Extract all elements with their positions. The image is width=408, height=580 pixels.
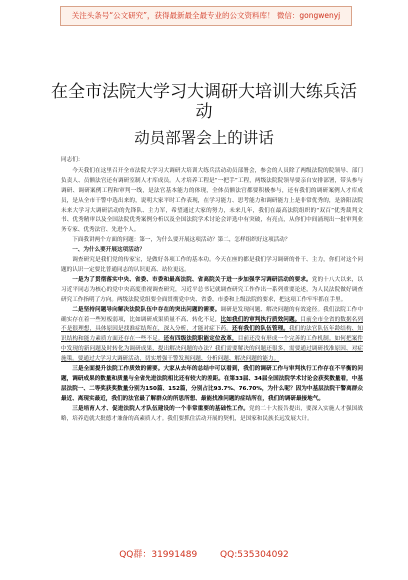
document-subtitle: 动员部署会上的讲话 — [134, 129, 274, 147]
paragraph-1: 今天我们在这里召开全市法院大学习大调研大培训大练兵活动动员部署会，参会的人员除了两级法院的院领导、部门负责人、员额法官还有调研室制人才库成员。人才培养工程是“一把手”工程，两级法院院领导要亲自安排部署，带头参与调研、调研案例工程和审判一线，是法官基本能力的体现，全体员额法官都要积极参与，还有我们的调研案例人才库成员，是从全市干警中选出来的，说明大家平时工作表现，在学习能力、思考能力和调研能力上是非常优秀的，是洛阳法院未来大学习大调研活动的先锋队、主力军，希望通过大家的努力，未来几年，我们在最高法院组织的“双百”优秀裁判文书、优秀精审以及全国法院优秀案例分析以及全国法院学术讨论会评选中有突破，有亮点，从你们中间涌现出一批审判业务专家、优秀法官、先进个人。 — [61, 167, 363, 234]
salutation: 同志们： — [61, 157, 84, 163]
paragraph-3: 调查研究是我们党的传家宝，是做好各项工作的基本功。今天在座的都是我们学习调研的骨干、主力，你们对这个问题的认识一定要比普通同志的认识更高、站位更远。 — [61, 257, 363, 273]
point-2-body-b: 目前全市全省的数据名列不是很理想，具体原因是找准症结所在，深入分析，才能对症下药。 — [61, 316, 363, 333]
top-banner: 关注头条号“公文研究”，获得最新最全最专业的公文资料库！ 微信：gongwenyj — [60, 6, 352, 26]
paragraph-4 — [61, 276, 363, 306]
footer-qq-group: QQ群：31991489 — [119, 550, 198, 560]
footer-qq: QQ:535304092 — [220, 550, 289, 560]
point-2-body-a: 调研是发现问题、解决问题的有效途径。我们法院工作中确实存在着一些短板弱项，比如调研成果质量不高、转化不足， — [61, 306, 363, 323]
point-2-highlight-c: 还有四级法院职能定位改革， — [163, 336, 238, 343]
point-2-highlight-a: 比如我们的审判执行质效问题。 — [220, 316, 301, 323]
point-1-body: 党的十八大以来，以习近平同志为核心的党中央高度重视调查研究，习近平总书记就调查研究工作作出一系列重要论述，为人民法院做好调查研究工作指明了方向。两级法院党组要全面贯彻党中央、省委、市委和上级法院的要求，把这项工作牢牢抓在手里。 — [61, 276, 363, 303]
title-line-2: 动 — [195, 102, 213, 122]
document-title — [40, 82, 368, 122]
point-2-body-d: 目前还没有形成一个完善的工作机制。如何把案件中发现的新问题及时转化为调研成果，提出解决问题的办法？我们需要解决的问题还很多，需要通过调研找准原因、对症施策。要通过大学习大调研活动，切实增强干警发现问题、分析问题、解决问题的能力。 — [61, 336, 363, 363]
point-1-heading: 一是为了贯彻落实中央、省委、市委和最高法院、省高院关于进一步加强学习调研活动的要求。 — [72, 276, 312, 283]
title-line-1: 在全市法院大学习大调研大培训大练兵活 — [51, 82, 357, 102]
point-3-body: 大家从去年的总结中可以看到，我们的调研工作与审判执行工作存在不平衡的问题，调研成果的数量和质量与全省先进法院相比还有较大的差距。在第33届、34届全国法院学术讨论会获奖数量看，中基层法院一、二等奖获奖数量分别为150篇、152篇，分别占比93.7%、76.70%，为什么呢？因为中基层法院干警离群众最近、离现实最近，我们的法官最了解群众的所思所想、最能找准问题的症结所在，我们的调研最接地气。 — [61, 366, 363, 402]
point-4-heading: 三是培育人才、促进法院人才队伍建设的一个非常重要的基础性工作。 — [72, 405, 250, 412]
point-2-highlight-b: 还有我们的队伍管理。 — [231, 326, 289, 333]
footer-contact — [0, 548, 408, 562]
point-3-heading: 三是全面提升法院工作质效的需要。 — [72, 366, 164, 373]
paragraph-2: 下面我讲两个方面的问题：第一，为什么要开展这项活动？第二，怎样组织好这项活动？ — [72, 237, 291, 244]
paragraph-5 — [61, 306, 363, 365]
paragraph-6 — [61, 365, 363, 405]
point-2-body-c: 我们的法官队伍年龄结构、知识结构和能力素质方面还存在一些不足。 — [61, 326, 363, 343]
document-body — [61, 156, 363, 544]
section-heading-1: 一、为什么要开展这项活动？ — [72, 247, 145, 254]
point-4-body: 党的二十大报告提出，要深入实施人才强国战略，培养造就大批德才兼备的高素质人才。我们要抓住活动开展的契机，是国家和民族长远发展大计。 — [61, 405, 363, 422]
paragraph-7 — [61, 405, 363, 425]
point-2-heading: 二是坚持问题导向解决法院队伍中存在的突出问题的需要。 — [72, 306, 221, 313]
